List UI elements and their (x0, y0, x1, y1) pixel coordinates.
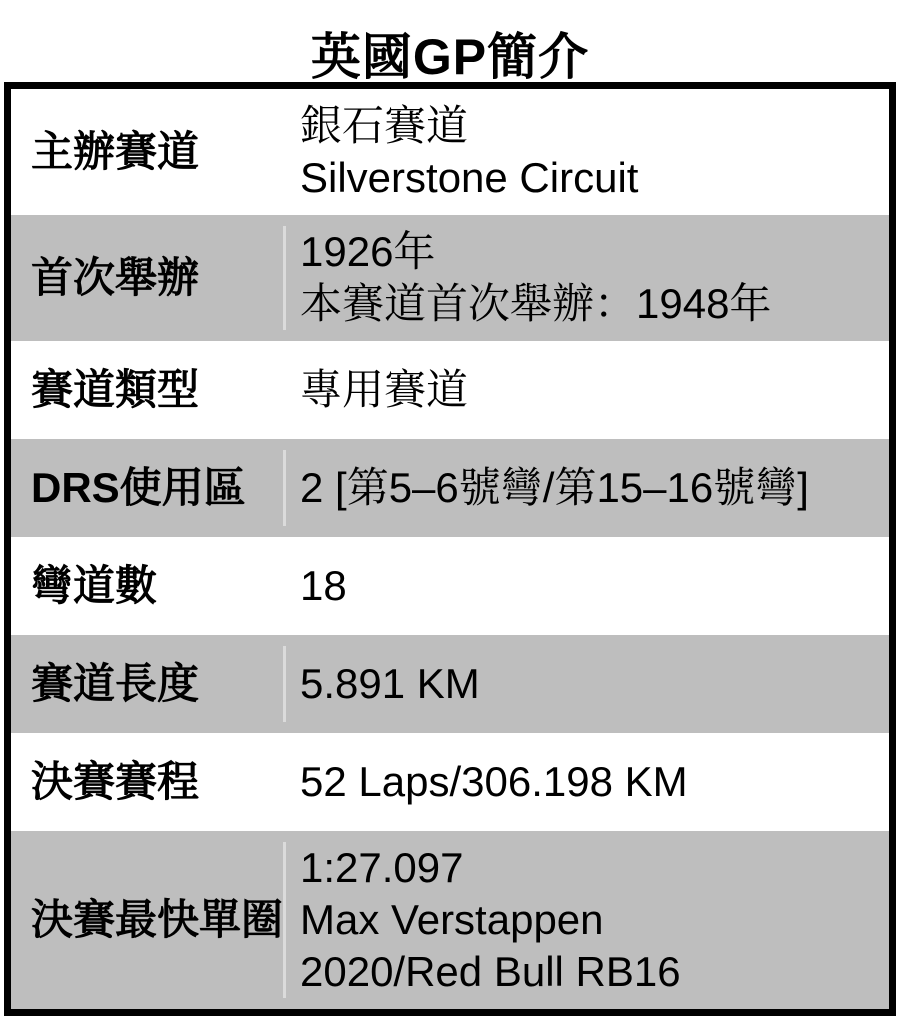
value-line: 專用賽道 (300, 366, 469, 413)
value-line: 18 (300, 562, 347, 609)
row-label: 賽道長度 (31, 660, 200, 707)
value-line: 1:27.097 (300, 844, 464, 891)
value-line: 2 [第5–6號彎/第15–16號彎] (300, 464, 809, 511)
value-line: 5.891 KM (300, 660, 480, 707)
value-line: Silverstone Circuit (300, 154, 639, 201)
table-row-race-distance (11, 733, 889, 831)
row-label: 首次舉辦 (31, 254, 200, 301)
row-label: DRS使用區 (31, 464, 246, 511)
row-value (283, 548, 889, 624)
table-row-first-held (11, 215, 889, 341)
row-value (283, 450, 889, 526)
row-label: 彎道數 (31, 562, 158, 609)
value-line: 52 Laps/306.198 KM (300, 758, 688, 805)
value-line: 本賽道首次舉辦：1948年 (300, 280, 772, 327)
table-row-corner-count (11, 537, 889, 635)
row-label: 主辦賽道 (31, 128, 200, 175)
table-row-circuit-type (11, 341, 889, 439)
row-label: 決賽最快單圈 (31, 896, 284, 943)
row-label: 賽道類型 (31, 366, 200, 413)
page-title: 英國GP簡介 (310, 29, 590, 85)
table-row-drs-zones (11, 439, 889, 537)
row-value (283, 100, 889, 204)
value-line: 2020/Red Bull RB16 (300, 948, 681, 995)
row-value (283, 646, 889, 722)
table-row-circuit-length (11, 635, 889, 733)
value-line: Max Verstappen (300, 896, 604, 943)
row-value (283, 842, 889, 998)
row-value (283, 744, 889, 820)
value-line: 1926年 (300, 228, 436, 275)
table-row-host-circuit (11, 89, 889, 215)
value-line: 銀石賽道 (300, 102, 469, 149)
gp-info-table (4, 82, 896, 1016)
row-value (283, 226, 889, 330)
row-label: 決賽賽程 (31, 758, 200, 805)
table-row-fastest-lap (11, 831, 889, 1009)
row-value (283, 352, 889, 428)
